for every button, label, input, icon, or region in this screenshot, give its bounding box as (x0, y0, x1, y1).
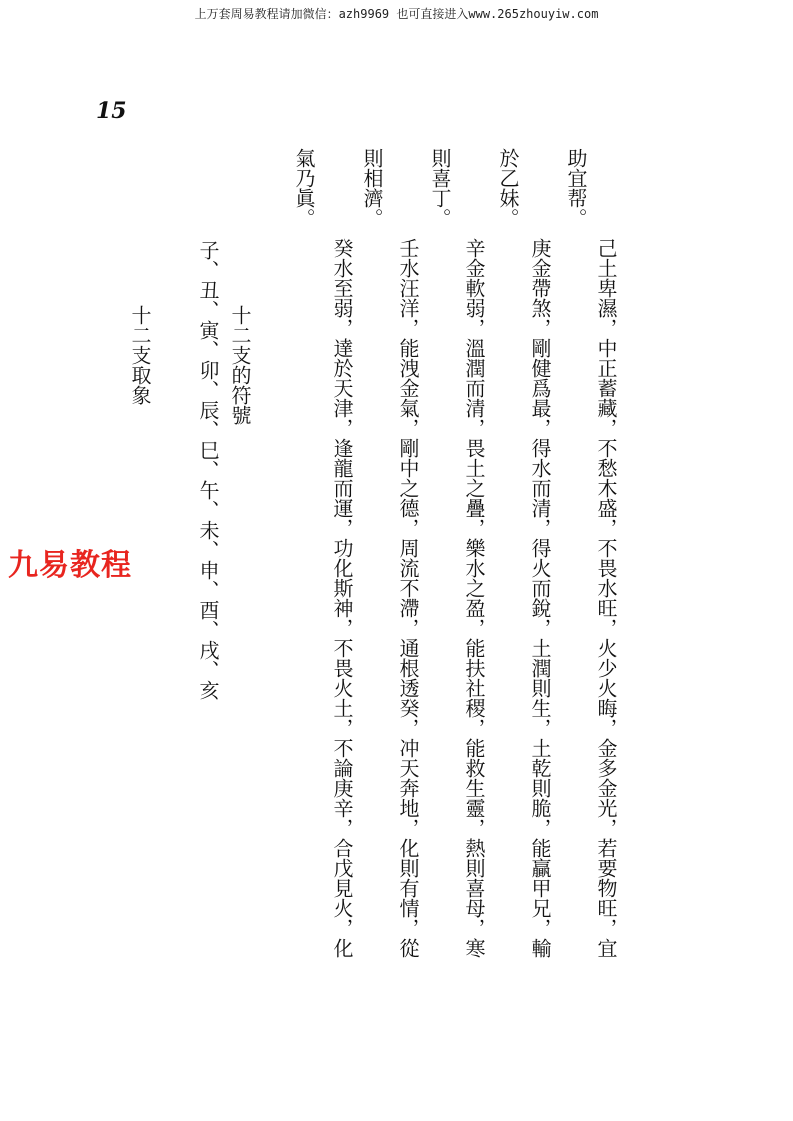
text-column-2: 己土卑濕，中正蓄藏，不愁木盛，不畏水旺，火少火晦，金多金光，若要物旺，宜 (594, 238, 618, 958)
page-number: 15 (96, 98, 127, 124)
page-header-banner: 上万套周易教程请加微信：azh9969 也可直接进入www.265zhouyiw.com (194, 7, 599, 21)
text-column-8: 壬水汪洋，能洩金氣，剛中之德，周流不滯，通根透癸，冲天奔地，化則有情，從 (396, 238, 420, 958)
section-heading: 十二支取象 (128, 305, 152, 405)
text-column-9: 氣乃眞。 (292, 148, 316, 228)
text-column-4: 庚金帶煞，剛健爲最，得水而清，得火而銳，土潤則生，土乾則脆，能贏甲兄，輸 (528, 238, 552, 958)
text-column-3: 於乙妹。 (496, 148, 520, 228)
text-column-5: 則喜丁。 (428, 148, 452, 228)
branches-list: 子、丑、寅、卯、辰、巳、午、未、申、酉、戌、亥 (196, 240, 220, 700)
text-column-10: 癸水至弱，達於天津，逢龍而運，功化斯神，不畏火土，不論庚辛，合戊見火，化 (330, 238, 354, 958)
subheading-branch-symbols: 十二支的符號 (228, 305, 252, 425)
text-column-1: 助宜帮。 (564, 148, 588, 228)
watermark-logo: 九易教程 (8, 548, 132, 583)
text-column-7: 則相濟。 (360, 148, 384, 228)
text-column-6: 辛金軟弱，溫潤而清，畏土之疊，樂水之盈，能扶社稷，能救生靈，熱則喜母，寒 (462, 238, 486, 958)
